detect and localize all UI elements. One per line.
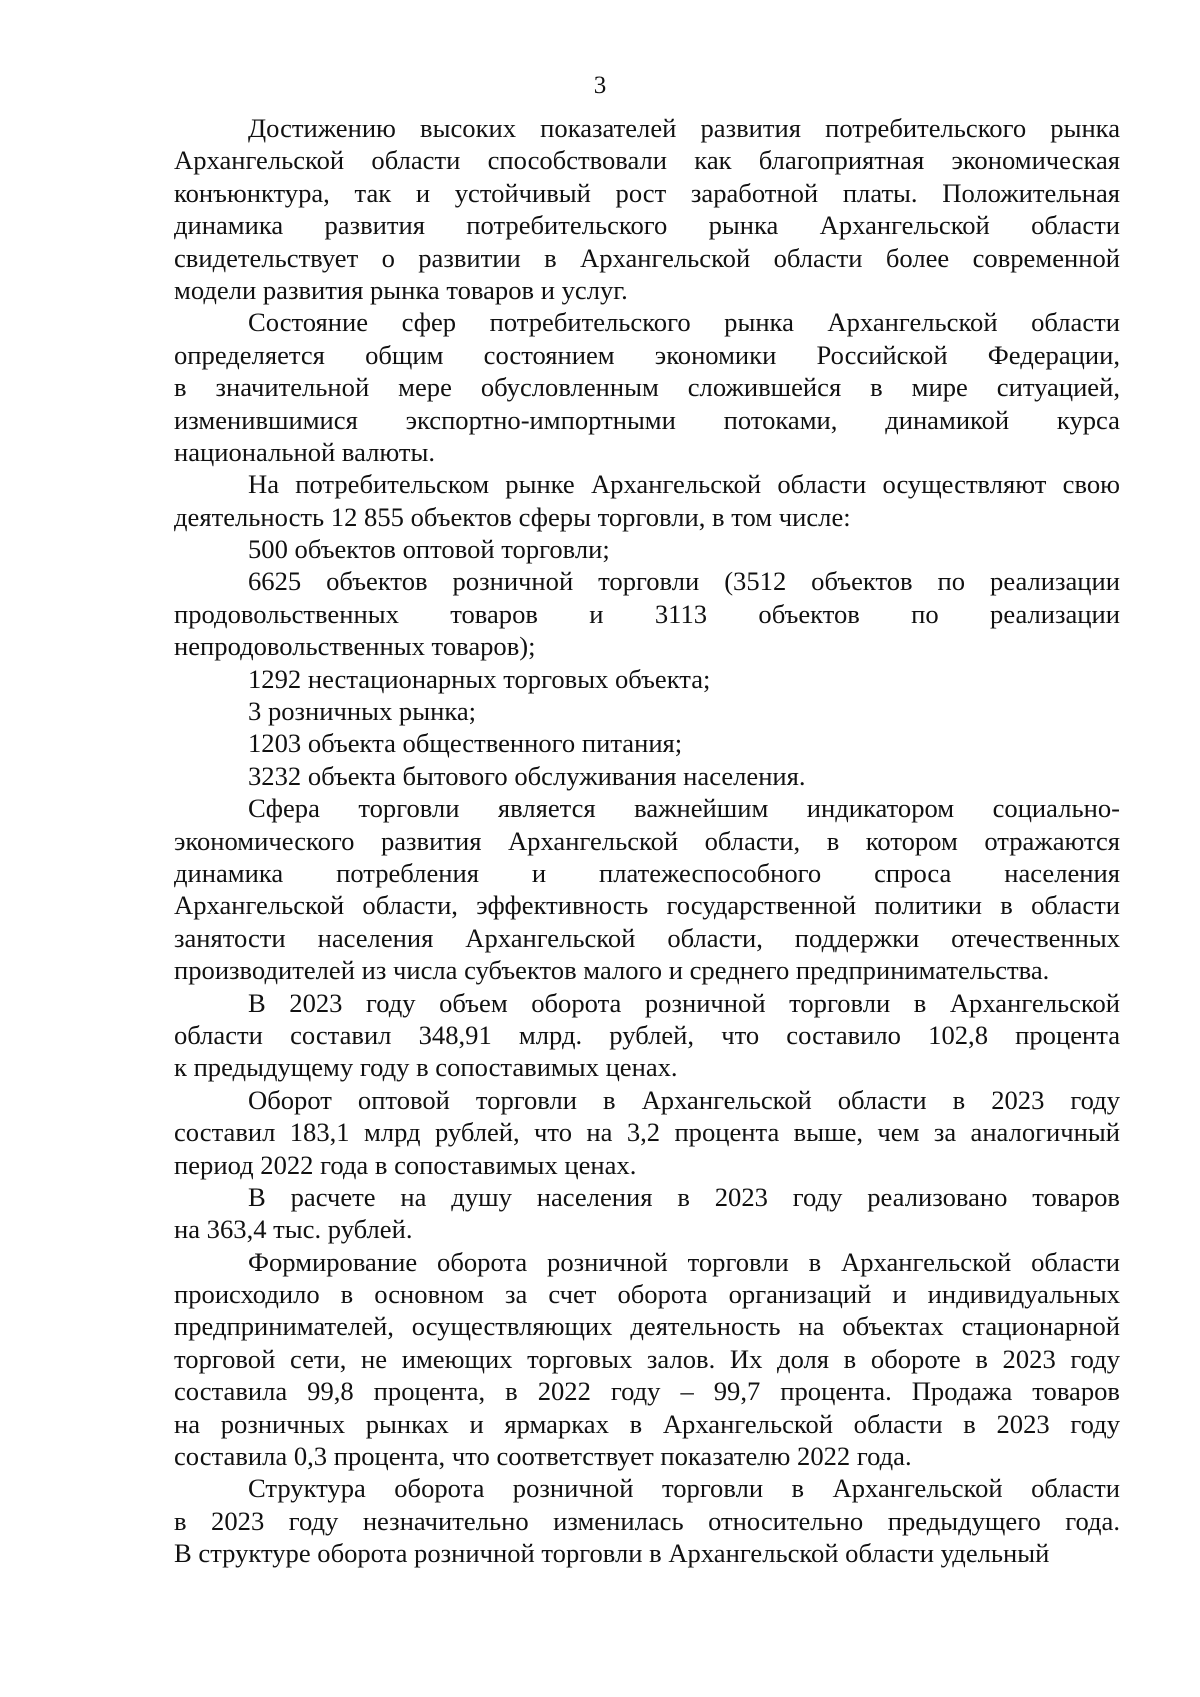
text-line: происходило в основном за счет оборота организаций и индивидуальных <box>174 1279 1120 1310</box>
paragraph <box>174 695 1120 727</box>
text-line: Состояние сфер потребительского рынка Архангельской области <box>248 307 1120 338</box>
text-line: В расчете на душу населения в 2023 году реализовано товаров <box>248 1181 1120 1212</box>
text-line: Достижению высоких показателей развития потребительского рынка <box>248 113 1120 143</box>
paragraph <box>174 727 1120 759</box>
text-line: Структура оборота розничной торговли в Архангельской области <box>248 1473 1120 1504</box>
text-line: Архангельской области способствовали как благоприятная экономическая <box>174 145 1120 176</box>
text-line: В структуре оборота розничной торговли в Архангельской области удельный <box>174 1538 1050 1569</box>
paragraph <box>174 760 1120 792</box>
text-line: деятельность 12 855 объектов сферы торговли, в том числе: <box>174 501 851 532</box>
text-line: на розничных рынках и ярмарках в Архангельской области в 2023 году <box>174 1408 1120 1439</box>
text-line: к предыдущему году в сопоставимых ценах. <box>174 1052 678 1083</box>
text-line: динамика развития потребительского рынка Архангельской области <box>174 210 1120 241</box>
text-line: непродовольственных товаров); <box>174 631 536 662</box>
paragraph <box>174 987 1120 1084</box>
text-line: 3232 объекта бытового обслуживания населения. <box>248 760 806 791</box>
paragraph <box>174 663 1120 695</box>
text-line: свидетельствует о развитии в Архангельской области более современной <box>174 242 1120 273</box>
text-line: Формирование оборота розничной торговли в Архангельской области <box>248 1246 1120 1277</box>
text-line: продовольственных товаров и 3113 объектов по реализации <box>174 598 1120 629</box>
text-line: динамика потребления и платежеспособного спроса населения <box>174 857 1120 888</box>
text-line: 1203 объекта общественного питания; <box>248 728 683 759</box>
paragraph <box>174 533 1120 565</box>
text-line: Оборот оптовой торговли в Архангельской области в 2023 году <box>248 1084 1120 1115</box>
text-line: составила 99,8 процента, в 2022 году – 99,7 процента. Продажа товаров <box>174 1376 1120 1407</box>
paragraph <box>174 306 1120 468</box>
text-line: национальной валюты. <box>174 436 436 467</box>
text-line: определяется общим состоянием экономики Российской Федерации, <box>174 339 1120 370</box>
text-line: области составил 348,91 млрд. рублей, что составило 102,8 процента <box>174 1019 1120 1050</box>
body-text <box>174 112 1120 1570</box>
paragraph <box>174 1472 1120 1569</box>
text-line: на 363,4 тыс. рублей. <box>174 1214 413 1245</box>
paragraph <box>174 1181 1120 1246</box>
text-line: На потребительском рынке Архангельской области осуществляют свою <box>248 469 1120 500</box>
text-line: производителей из числа субъектов малого и среднего предпринимательства. <box>174 955 1050 986</box>
text-line: изменившимися экспортно-импортными потоками, динамикой курса <box>174 404 1120 435</box>
text-line: Архангельской области, эффективность государственной политики в области <box>174 890 1120 921</box>
text-line: в значительной мере обусловленным сложившейся в мире ситуацией, <box>174 372 1120 403</box>
text-line: составила 0,3 процента, что соответствует показателю 2022 года. <box>174 1441 912 1472</box>
text-line: экономического развития Архангельской области, в котором отражаются <box>174 825 1120 856</box>
text-line: в 2023 году незначительно изменилась относительно предыдущего года. <box>174 1505 1120 1536</box>
paragraph <box>174 1084 1120 1181</box>
text-line: конъюнктура, так и устойчивый рост заработной платы. Положительная <box>174 177 1120 208</box>
text-line: предпринимателей, осуществляющих деятельность на объектах стационарной <box>174 1311 1120 1342</box>
paragraph <box>174 565 1120 662</box>
text-line: модели развития рынка товаров и услуг. <box>174 274 628 305</box>
text-line: занятости населения Архангельской области, поддержки отечественных <box>174 922 1120 953</box>
text-line: Сфера торговли является важнейшим индикатором социально- <box>248 793 1120 824</box>
text-line: 6625 объектов розничной торговли (3512 объектов по реализации <box>248 566 1120 597</box>
text-line: период 2022 года в сопоставимых ценах. <box>174 1149 637 1180</box>
text-line: 500 объектов оптовой торговли; <box>248 534 610 565</box>
text-line: 1292 нестационарных торговых объекта; <box>248 663 711 694</box>
text-line: торговой сети, не имеющих торговых залов. Их доля в обороте в 2023 году <box>174 1343 1120 1374</box>
paragraph <box>174 792 1120 986</box>
text-line: В 2023 году объем оборота розничной торговли в Архангельской <box>248 987 1120 1018</box>
text-line: 3 розничных рынка; <box>248 696 477 727</box>
page-number: 3 <box>593 72 607 99</box>
paragraph <box>174 112 1120 306</box>
text-line: составил 183,1 млрд рублей, что на 3,2 процента выше, чем за аналогичный <box>174 1117 1120 1148</box>
paragraph <box>174 1246 1120 1473</box>
paragraph <box>174 468 1120 533</box>
